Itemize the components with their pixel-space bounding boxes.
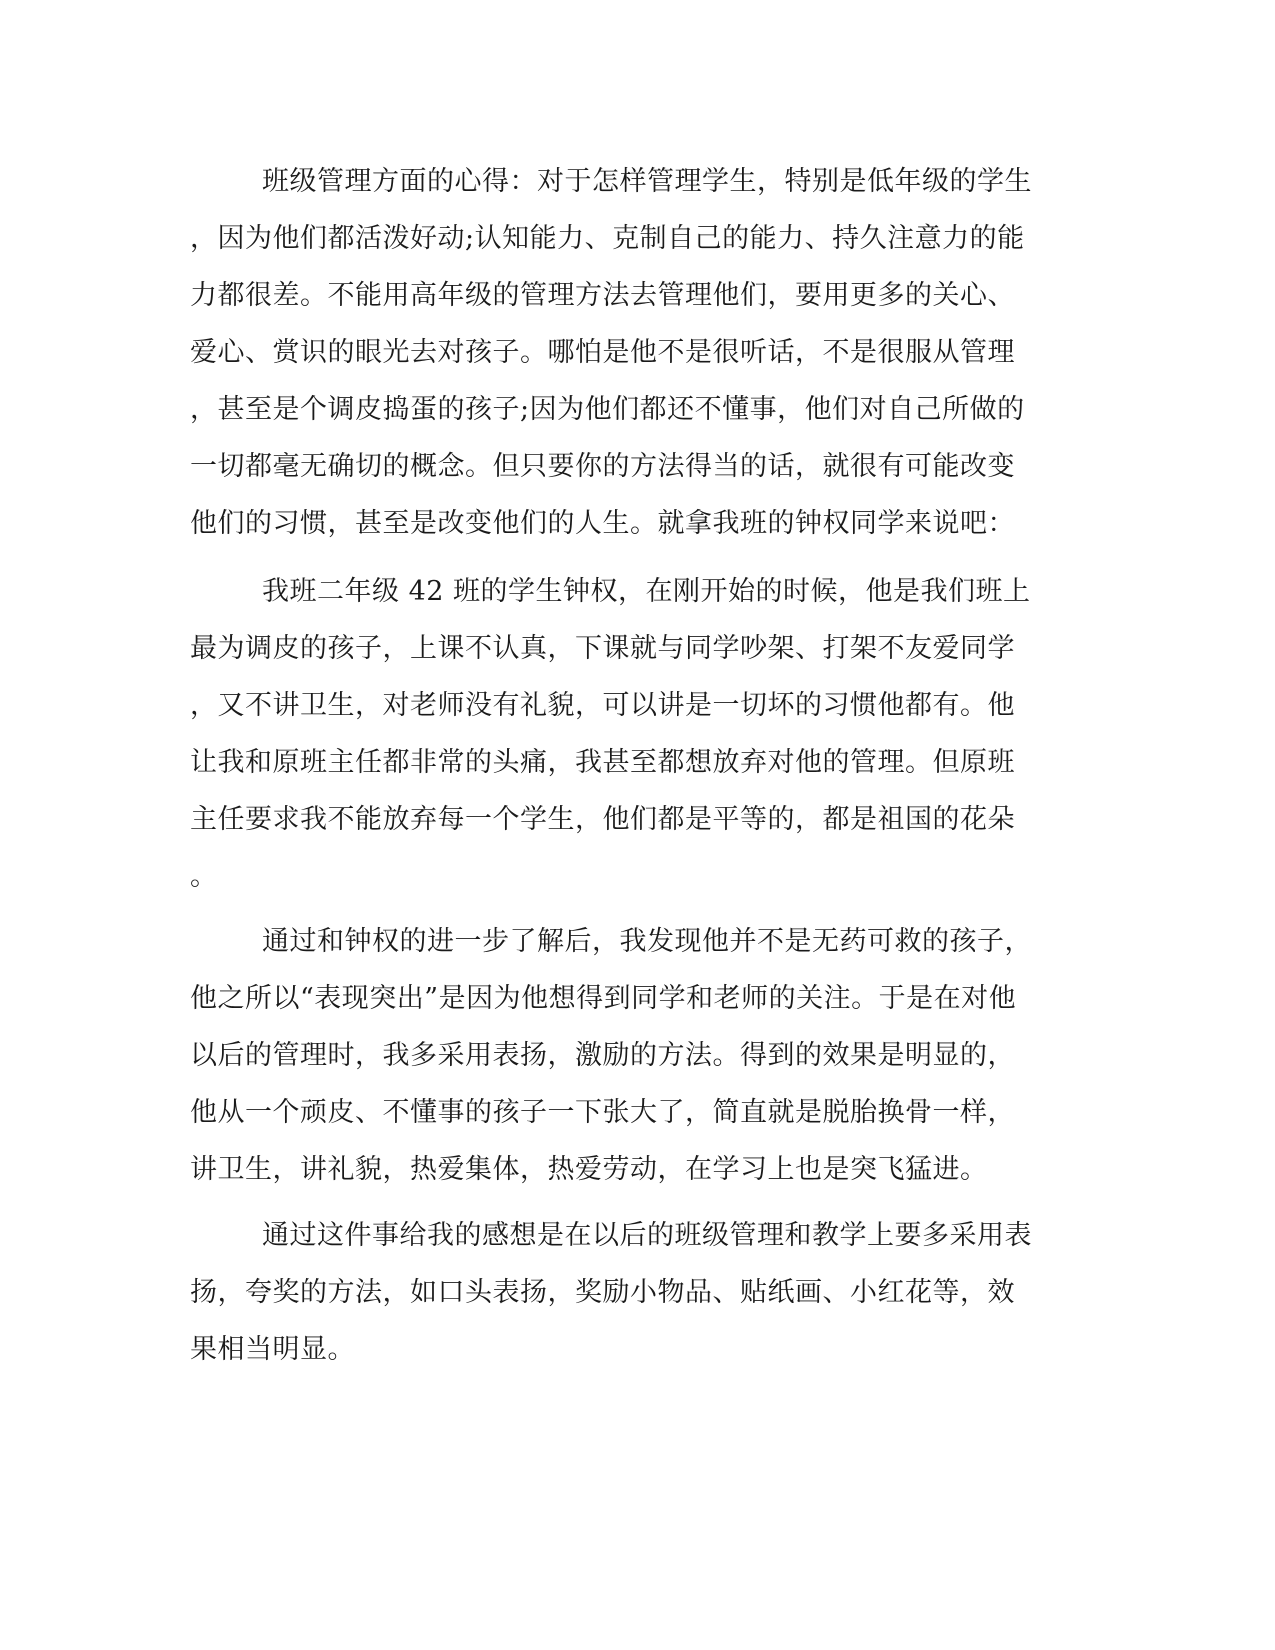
- text-line: 最为调皮的孩子，上课不认真，下课就与同学吵架、打架不友爱同学: [190, 633, 1015, 664]
- text-line: 通过和钟权的进一步了解后，我发现他并不是无药可救的孩子，: [262, 926, 1032, 957]
- text-line: 他从一个顽皮、不懂事的孩子一下张大了，简直就是脱胎换骨一样，: [190, 1097, 1015, 1128]
- text-line: ，又不讲卫生，对老师没有礼貌，可以讲是一切坏的习惯他都有。他: [190, 690, 1015, 721]
- text-line: 他之所以“表现突出”是因为他想得到同学和老师的关注。于是在对他: [190, 983, 1017, 1014]
- text-line: 以后的管理时，我多采用表扬，激励的方法。得到的效果是明显的，: [190, 1040, 1015, 1071]
- text-line: 班级管理方面的心得：对于怎样管理学生，特别是低年级的学生: [262, 166, 1032, 197]
- text-line: 力都很差。不能用高年级的管理方法去管理他们，要用更多的关心、: [190, 280, 1015, 311]
- text-line: 爱心、赏识的眼光去对孩子。哪怕是他不是很听话，不是很服从管理: [190, 337, 1015, 368]
- text-line: 通过这件事给我的感想是在以后的班级管理和教学上要多采用表: [262, 1220, 1032, 1251]
- text-line: 扬，夸奖的方法，如口头表扬，奖励小物品、贴纸画、小红花等，效: [190, 1277, 1015, 1308]
- text-line: 讲卫生，讲礼貌，热爱集体，热爱劳动，在学习上也是突飞猛进。: [190, 1154, 988, 1185]
- text-line: ，因为他们都活泼好动;认知能力、克制自己的能力、持久注意力的能: [190, 223, 1025, 254]
- text-line: ，甚至是个调皮捣蛋的孩子;因为他们都还不懂事，他们对自己所做的: [190, 394, 1025, 425]
- text-line: 他们的习惯，甚至是改变他们的人生。就拿我班的钟权同学来说吧：: [190, 508, 1015, 539]
- text-line: 一切都毫无确切的概念。但只要你的方法得当的话，就很有可能改变: [190, 451, 1015, 482]
- text-line: 让我和原班主任都非常的头痛，我甚至都想放弃对他的管理。但原班: [190, 747, 1015, 778]
- text-line: 主任要求我不能放弃每一个学生，他们都是平等的，都是祖国的花朵: [190, 804, 1015, 835]
- text-line: 。: [190, 861, 218, 892]
- text-line: 果相当明显。: [190, 1334, 355, 1365]
- text-line: 我班二年级 42 班的学生钟权，在刚开始的时候，他是我们班上: [262, 576, 1031, 607]
